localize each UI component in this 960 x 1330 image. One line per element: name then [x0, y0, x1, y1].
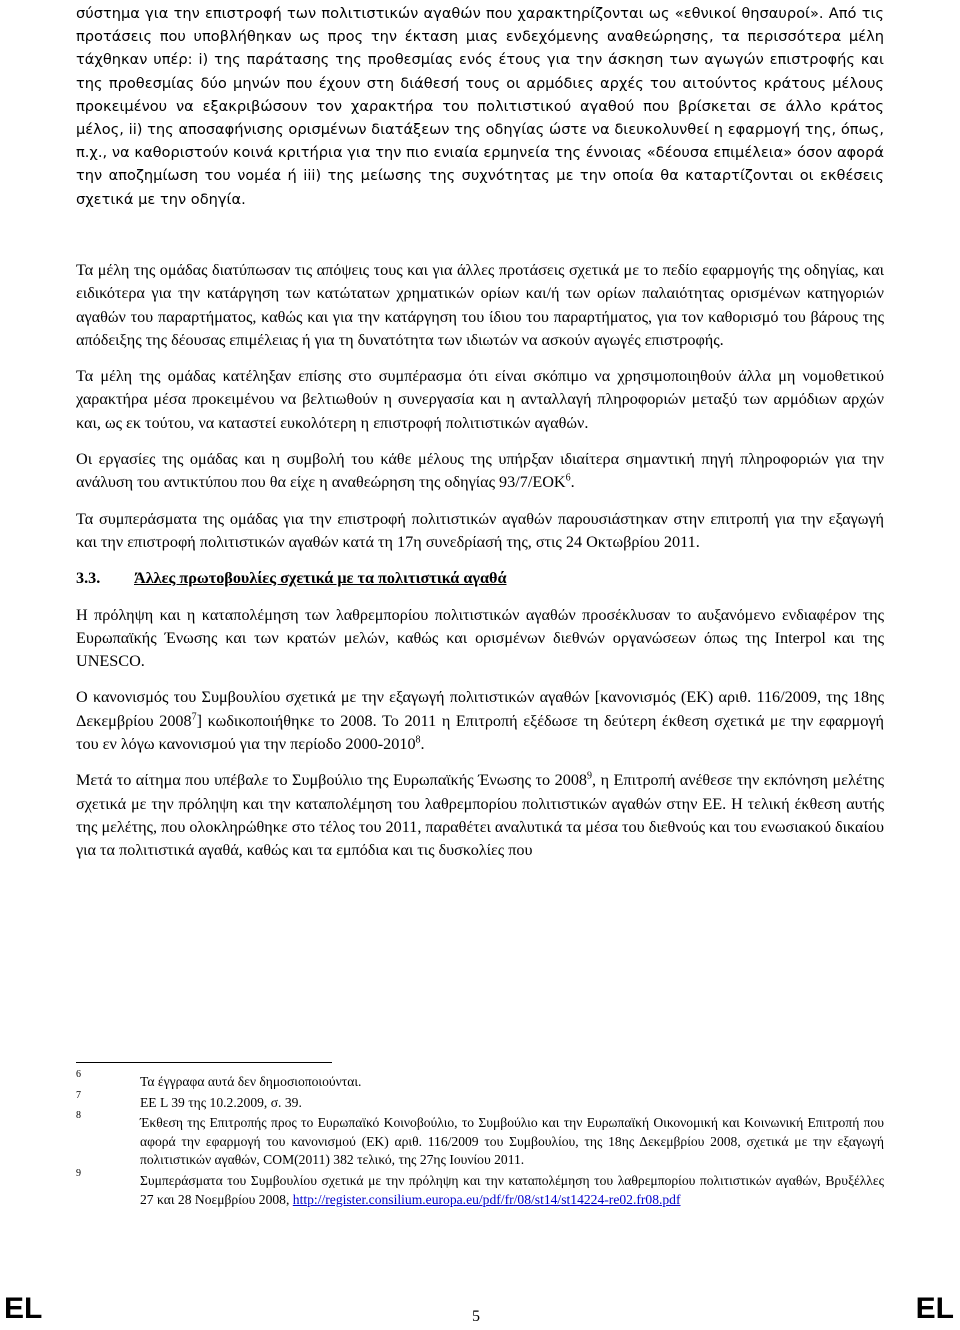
footer-language-right: EL: [915, 1292, 954, 1325]
footnote-8: [76, 1110, 884, 1170]
footer-language-left: EL: [4, 1292, 43, 1325]
footnote-9: [76, 1167, 884, 1209]
paragraph-2: Τα μέλη της ομάδας διατύπωσαν τις απόψεις τους και για άλλες προτάσεις σχετικά με το πεδίο εφαρμογής της οδηγίας, και ειδικότερα για την κατάργηση των κατώτατων χρηματικών ορίων και/ή των ορίων παλαιότητας ορισμένων κατηγοριών αγαθών του παραρτήματος, καθώς και για την κατάργηση του ίδιου του παραρτήματος, για τον καθορισμό του βάρους της απόδειξης της δέουσας επιμέλειας ή για τη δυνατότητα των ιδιωτών να ασκούν αγωγές επιστροφής.: [76, 261, 884, 349]
footnote-6: [76, 1069, 884, 1092]
paragraph-8-text-a: Μετά το αίτημα που υπέβαλε το Συμβούλιο της Ευρωπαϊκής Ένωσης το 2008: [76, 771, 588, 790]
footnotes: [76, 1069, 884, 1211]
footnote-text: Τα έγγραφα αυτά δεν δημοσιοποιούνται.: [140, 1074, 362, 1089]
paragraph-1: σύστημα για την επιστροφή των πολιτιστικών αγαθών που χαρακτηρίζονται ως «εθνικοί θησαυροί». Από τις προτάσεις που υποβλήθηκαν ως προς την έκταση μιας ενδεχόμενης αναθεώρησης, τα περισσότερα μέλη τάχθηκαν υπέρ: i) της παράτασης της προθεσμίας ενός έτους για την άσκηση των αγωγών επιστροφής και της προθεσμίας δύο μηνών που έχουν στη διάθεσή τους οι αρμόδιες αρχές του αιτούντος κράτους μέλους προκειμένου να εξακριβώσουν τον χαρακτήρα του πολιτιστικού αγαθού που βρίσκεται σε άλλο κράτος μέλος, ii) της αποσαφήνισης ορισμένων διατάξεων της οδηγίας ώστε να διευκολυνθεί η εφαρμογή της, όπως, π.χ., να καθοριστούν κοινά κριτήρια για την πιο ενιαία ερμηνεία της έννοιας «δέουσα επιμέλεια» όσον αφορά την αποζημίωση του νομέα ή iii) της μείωσης της συχνότητας με την οποία θα καταρτίζονται οι εκθέσεις σχετικά με την οδηγία.: [76, 5, 884, 208]
paragraph-7-text-b: ] κωδικοποιήθηκε το 2008. Το 2011 η Επιτροπή εξέδωσε τη δεύτερη έκθεση σχετικά με την εφαρμογή του εν λόγω κανονισμού για την περίοδο 2000-2010: [76, 711, 884, 754]
footnote-text-container: [140, 1172, 884, 1209]
top-section: [76, 2, 884, 224]
paragraph-7: [76, 686, 884, 756]
footnote-mark: 7: [76, 1089, 81, 1101]
footnote-7: [76, 1089, 884, 1113]
footnote-text: Συμπεράσματα του Συμβουλίου σχετικά με την πρόληψη και την καταπολέμηση του λαθρεμπορίου πολιτιστικών αγαθών, Βρυξέλλες 27 και 28 Νοεμβρίου 2008,: [140, 1172, 884, 1207]
footnote-text: ΕΕ L 39 της 10.2.2009, σ. 39.: [140, 1094, 302, 1110]
paragraph-5: Τα συμπεράσματα της ομάδας για την επιστροφή πολιτιστικών αγαθών παρουσιάστηκαν στην επιτροπή για την εξαγωγή και την επιστροφή πολιτιστικών αγαθών κατά τη 17η συνεδρίασή της, στις 24 Οκτωβρίου 2011.: [76, 509, 884, 551]
paragraph-8: [76, 769, 884, 862]
paragraph-4: [76, 448, 884, 495]
paragraph-8-text-b: , η Επιτροπή ανέθεσε την εκπόνηση μελέτης σχετικά με την πρόληψη και την καταπολέμηση του λαθρεμπορίου πολιτιστικών αγαθών στην ΕΕ. Η τελική έκθεση αυτής της μελέτης, που ολοκληρώθηκε στο τέλος του 2011, παραθέτει αναλυτικά τα μέσα του διεθνούς και του ενωσιακού δικαίου για τα πολιτιστικά αγαθά, καθώς και τα εμπόδια και τις δυσκολίες που: [76, 771, 884, 860]
footnote-mark: 9: [76, 1167, 81, 1179]
paragraph-7-text-a: Ο κανονισμός του Συμβουλίου σχετικά με την εξαγωγή πολιτιστικών αγαθών [κανονισμός (ΕΚ) αριθ. 116/2009, της 18ης Δεκεμβρίου 2008: [76, 688, 884, 730]
main-section: [76, 259, 884, 876]
footnote-separator: [76, 1062, 332, 1063]
footnote-text: Έκθεση της Επιτροπής προς το Ευρωπαϊκό Κοινοβούλιο, το Συμβούλιο και την Ευρωπαϊκή Οικονομική και Κοινωνική Επιτροπή που αφορά την εφαρμογή του κανονισμού (ΕΚ) αριθ. 116/2009 του Συμβουλίου, της 18ης Δεκεμβρίου 2008, σχετικά με την εξαγωγή πολιτιστικών αγαθών, COM(2011) 382 τελικό, της 27ης Ιουνίου 2011.: [140, 1115, 884, 1168]
page-number: 5: [472, 1308, 480, 1325]
footnote-mark: 8: [76, 1110, 81, 1122]
footnote-link[interactable]: http://register.consilium.europa.eu/pdf/fr/08/st14/st14224-re02.fr08.pdf: [292, 1191, 681, 1207]
paragraph-7-end: .: [420, 735, 425, 754]
paragraph-4-end: .: [570, 473, 575, 492]
paragraph-3: Τα μέλη της ομάδας κατέληξαν επίσης στο συμπέρασμα ότι είναι σκόπιμο να χρησιμοποιηθούν άλλα μη νομοθετικού χαρακτήρα μέσα προκειμένου να βελτιωθούν η συνεργασία και η ανταλλαγή πληροφοριών μεταξύ των αρμόδιων αρχών και, ως εκ τούτου, να καταστεί ευκολότερη η επιστροφή πολιτιστικών αγαθών.: [76, 367, 884, 432]
paragraph-6: Η πρόληψη και η καταπολέμηση των λαθρεμπορίου πολιτιστικών αγαθών προσέκλυσαν το αυξανόμενο ενδιαφέρον της Ευρωπαϊκής Ένωσης και των κρατών μελών, καθώς και ορισμένων διεθνών οργανώσεων όπως της Interpol και της UNESCO.: [76, 605, 884, 671]
footnote-mark: 6: [76, 1069, 81, 1080]
section-heading: [76, 567, 884, 590]
footnote-ref-8[interactable]: 8: [415, 734, 421, 746]
footnote-ref-7[interactable]: 7: [191, 711, 197, 723]
section-title: Άλλες πρωτοβουλίες σχετικά με τα πολιτιστικά αγαθά: [134, 569, 507, 588]
paragraph-4-text: Οι εργασίες της ομάδας και η συμβολή του κάθε μέλους της υπήρξαν ιδιαίτερα σημαντική πηγή πληροφοριών για την ανάλυση του αντικτύπου που θα είχε η αναθεώρηση της οδηγίας 93/7/ΕΟΚ: [76, 450, 884, 492]
footnote-ref-9[interactable]: 9: [587, 770, 593, 782]
footnote-ref-6[interactable]: 6: [565, 472, 571, 484]
section-number: 3.3.: [76, 569, 101, 588]
